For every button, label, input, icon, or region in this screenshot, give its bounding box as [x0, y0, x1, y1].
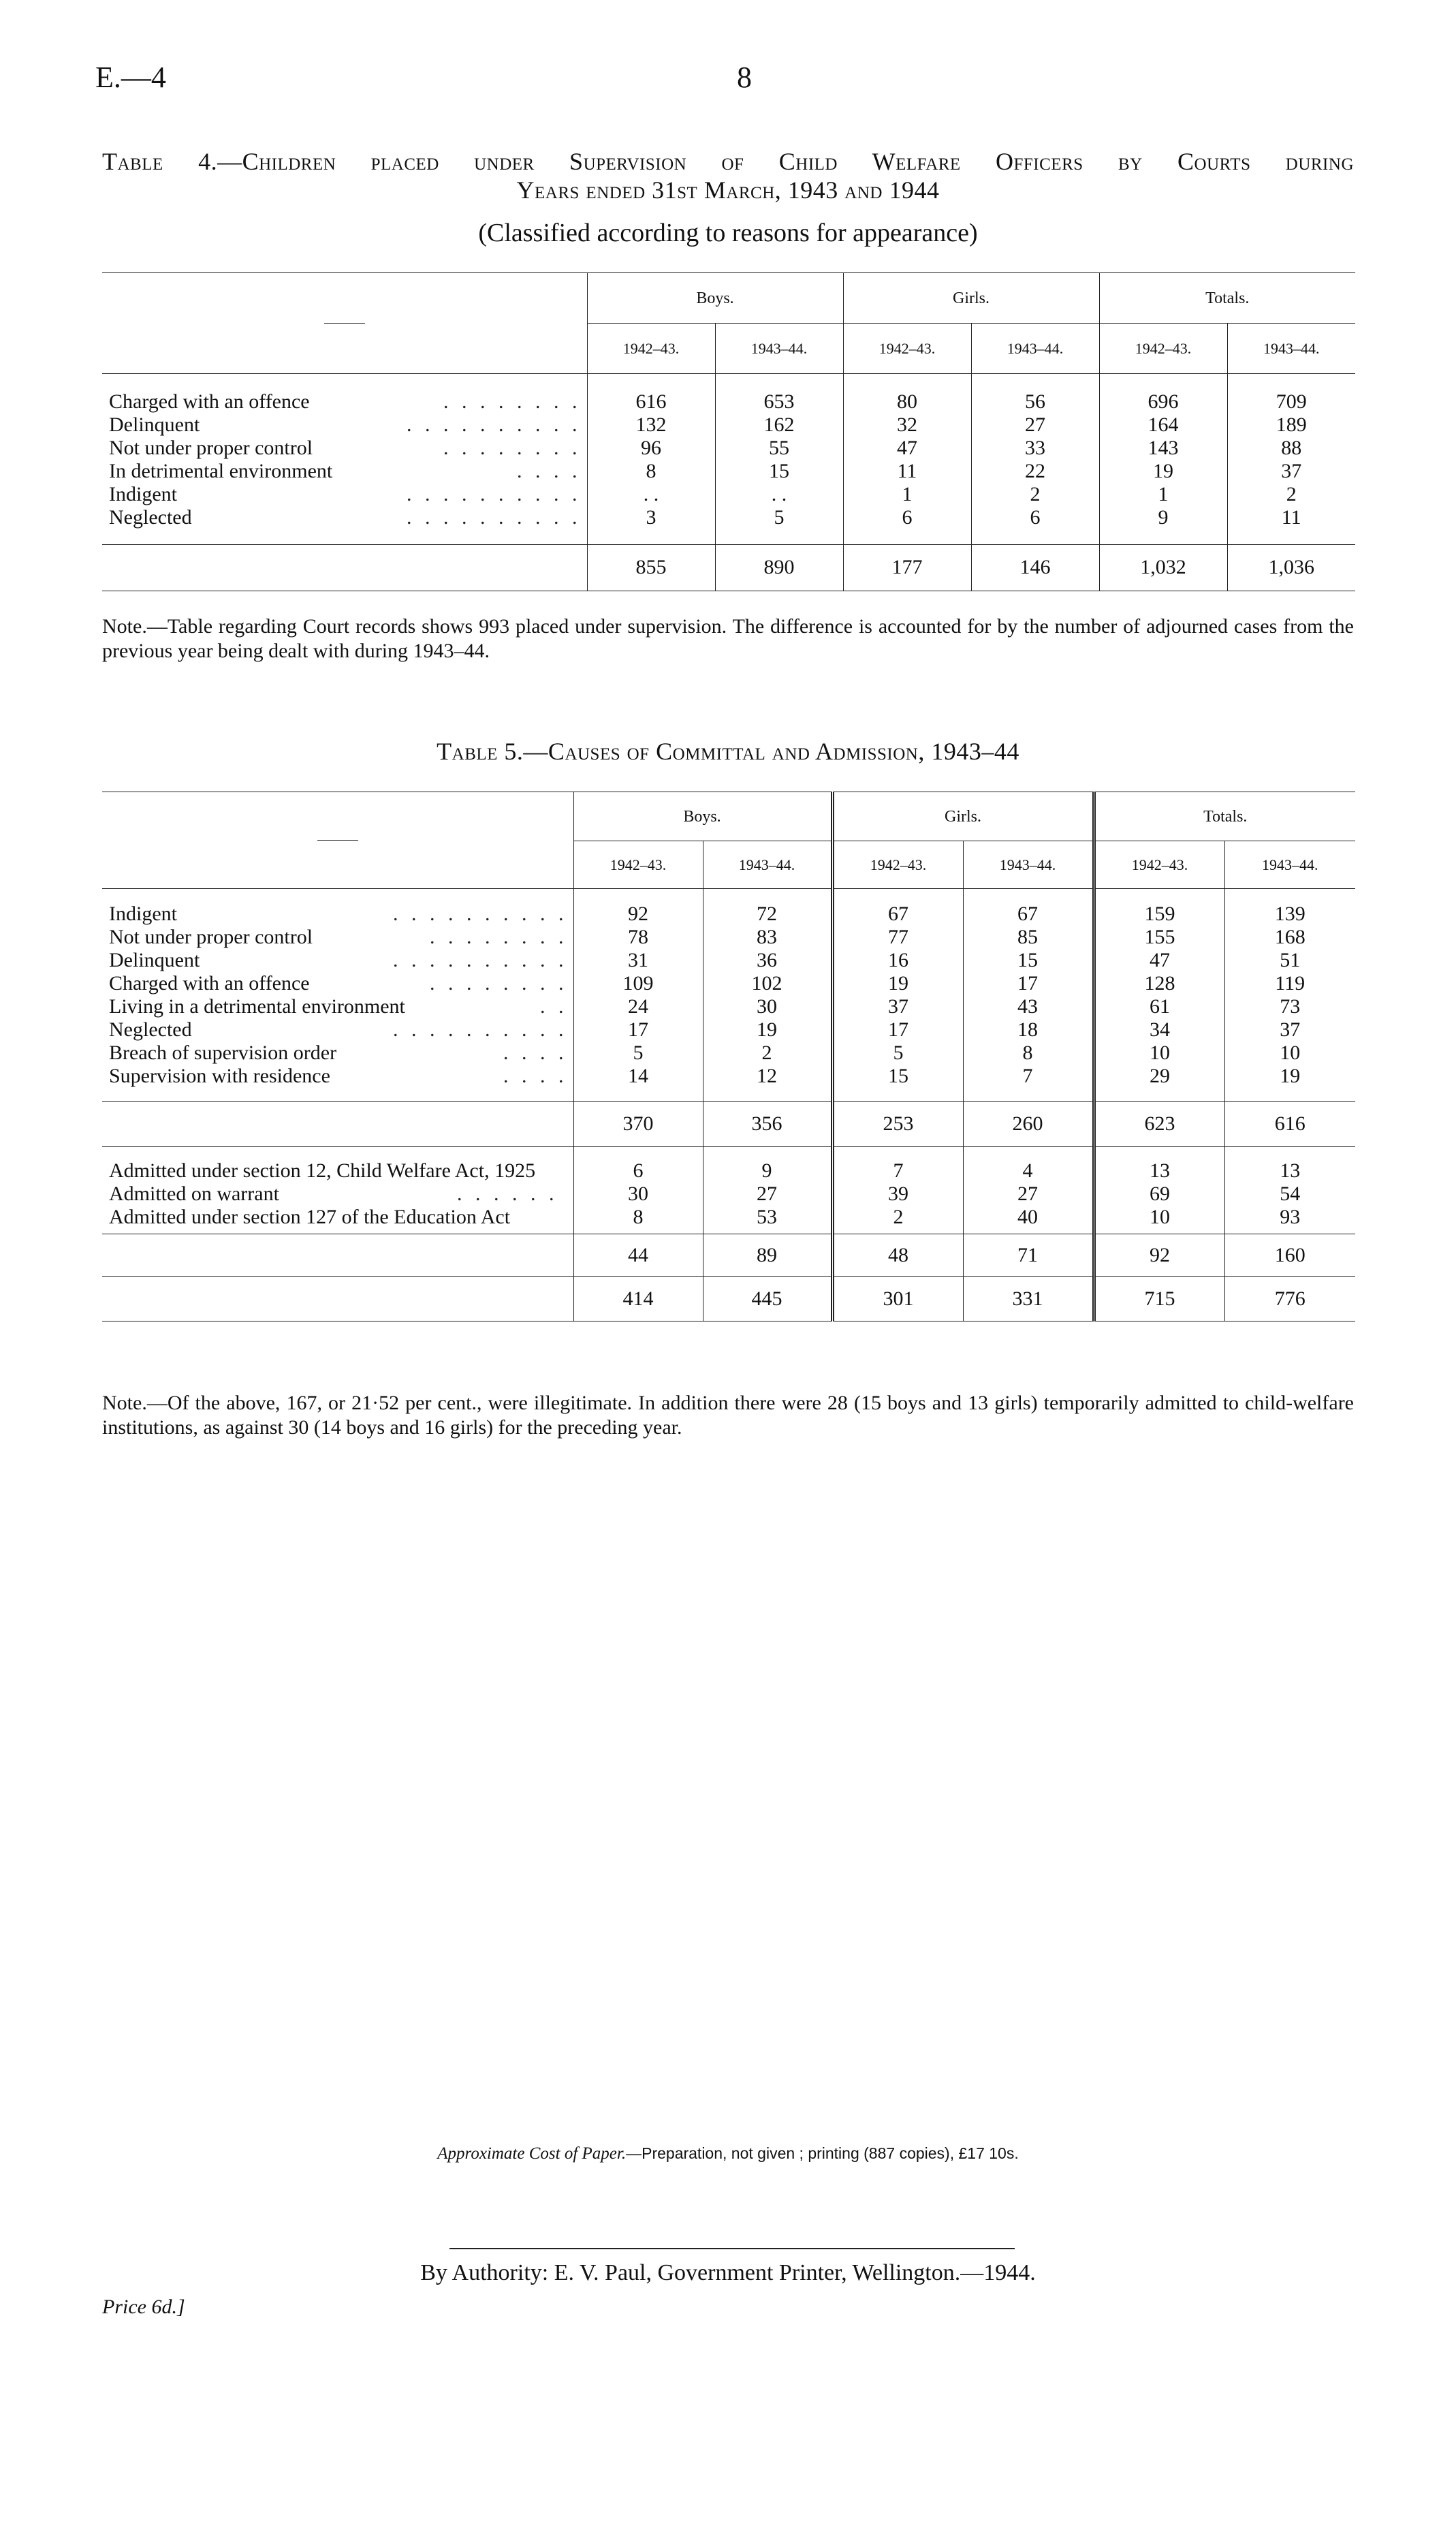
table4-row-label	[102, 460, 587, 483]
table5-year: 1943–44.	[963, 841, 1094, 889]
dot-leader: . . . .	[517, 460, 582, 482]
table4-year: 1942–43.	[843, 324, 971, 374]
table5-row	[102, 1018, 1355, 1042]
table5-row-cell: 61	[1094, 995, 1224, 1018]
table4-total-cell: 890	[715, 544, 843, 591]
table4-row-cell: 15	[715, 460, 843, 483]
table5-admission-row-cell: 6	[573, 1146, 703, 1183]
row-label-text: Admitted under section 127 of the Education Act	[109, 1205, 511, 1228]
table4-subtitle: (Classified according to reasons for appearance)	[478, 219, 978, 247]
table5-year: 1942–43.	[1094, 841, 1224, 889]
report-code: E.—4	[95, 61, 166, 94]
table5-row-cell: 17	[832, 1018, 963, 1042]
table4-row-cell: . .	[587, 483, 715, 506]
table5-admission-row-cell: 39	[832, 1183, 963, 1206]
table4-total-cell: 1,032	[1099, 544, 1227, 591]
table4-row-cell: 189	[1227, 413, 1355, 437]
table4-row-label	[102, 374, 587, 414]
row-label-text: Breach of supervision order	[109, 1042, 337, 1064]
dot-leader: . . . . . . . . . .	[393, 1018, 568, 1041]
table5-row-cell: 73	[1224, 995, 1355, 1018]
table5-group-girls: Girls.	[832, 792, 1094, 841]
table5-admission-row-cell: 27	[703, 1183, 832, 1206]
table5-grand-total-stub	[102, 1277, 573, 1321]
table5-row	[102, 995, 1355, 1018]
table5-row-cell: 77	[832, 926, 963, 949]
row-label-text: Not under proper control	[109, 926, 313, 948]
table5-row-cell: 31	[573, 949, 703, 972]
table5-row	[102, 949, 1355, 972]
table5-caption: Table 5.—Causes of Committal and Admission, 1943–44	[437, 738, 1019, 765]
table5-row-cell: 72	[703, 889, 832, 926]
table4-caption-line1: Table 4.—Children placed under Supervision of Child Welfare Officers by Courts during	[102, 148, 1354, 175]
table4-row-cell: 11	[1227, 506, 1355, 544]
table5-row-cell: 67	[963, 889, 1094, 926]
table4-note: Note.—Table regarding Court records shows 993 placed under supervision. The difference is accounted for by the number of adjourned cases from the previous year being dealt with during 1943–44.	[102, 615, 1354, 662]
table5-row-cell: 10	[1094, 1042, 1224, 1065]
row-label-text: Indigent	[109, 483, 177, 505]
row-label-text: Admitted under section 12, Child Welfare Act, 1925	[109, 1159, 536, 1182]
table5-admission-row-cell: 53	[703, 1206, 832, 1234]
table4-row-cell: 37	[1227, 460, 1355, 483]
table5-subtotal1-stub	[102, 1101, 573, 1146]
table4-row	[102, 437, 1355, 460]
table4-row-cell: 162	[715, 413, 843, 437]
table5-row-label	[102, 926, 573, 949]
dot-leader: . .	[540, 995, 568, 1018]
table5-row-cell: 18	[963, 1018, 1094, 1042]
table4-row-cell: 22	[971, 460, 1099, 483]
printer-authority: By Authority: E. V. Paul, Government Printer, Wellington.—1944.	[420, 2260, 1036, 2285]
dot-leader: . . . . . . . . . .	[407, 506, 582, 529]
table4-total-stub	[102, 544, 587, 591]
table5-row-cell: 5	[832, 1042, 963, 1065]
table5-admission-row-cell: 13	[1224, 1146, 1355, 1183]
table4-row-cell: 3	[587, 506, 715, 544]
table4-row-cell: 709	[1227, 374, 1355, 414]
table5-row-label	[102, 949, 573, 972]
table4-group-boys: Boys.	[587, 273, 843, 324]
table5-grand-total-cell: 445	[703, 1277, 832, 1321]
table4-row-cell: 132	[587, 413, 715, 437]
table5-admission-row-label	[102, 1206, 573, 1234]
table5-admission-row-cell: 40	[963, 1206, 1094, 1234]
table4-row-label	[102, 506, 587, 544]
table4-row-cell: 164	[1099, 413, 1227, 437]
dot-leader: . . . . . .	[457, 1182, 558, 1205]
table4-row-cell: 32	[843, 413, 971, 437]
table5-subtotal1-cell: 370	[573, 1101, 703, 1146]
table4-year: 1943–44.	[1227, 324, 1355, 374]
table4-row-cell: 96	[587, 437, 715, 460]
table5-row-cell: 102	[703, 972, 832, 995]
table5-row-cell: 29	[1094, 1065, 1224, 1101]
table5-year: 1942–43.	[573, 841, 703, 889]
table5-grand-total-cell: 414	[573, 1277, 703, 1321]
table5-subtotal2-cell: 89	[703, 1234, 832, 1277]
table5-note: Note.—Of the above, 167, or 21·52 per cent., were illegitimate. In addition there were 28 (15 boys and 13 girls) temporarily admitted to child-welfare institutions, as against 30 (14 boys and 16 girls) for the preceding year.	[102, 1392, 1354, 1439]
table4-row-label	[102, 413, 587, 437]
table4-row-label	[102, 483, 587, 506]
table4-row-cell: 55	[715, 437, 843, 460]
table5-row-cell: 19	[832, 972, 963, 995]
table5-subtotal2-stub	[102, 1234, 573, 1277]
table5-subtotal1-cell: 260	[963, 1101, 1094, 1146]
dot-leader: . . . . . . . . . .	[407, 413, 582, 436]
table4-stub-header	[102, 273, 587, 374]
table5-row-cell: 139	[1224, 889, 1355, 926]
table5-row	[102, 1065, 1355, 1101]
row-label-text: Indigent	[109, 903, 177, 925]
row-label-text: In detrimental environment	[109, 460, 333, 482]
table5-row-cell: 17	[573, 1018, 703, 1042]
table5-row-cell: 7	[963, 1065, 1094, 1101]
table5-row-cell: 30	[703, 995, 832, 1018]
table5-subtotal1-cell: 623	[1094, 1101, 1224, 1146]
table5-stub-header	[102, 792, 573, 889]
table4-year: 1943–44.	[971, 324, 1099, 374]
table4-group-girls: Girls.	[843, 273, 1099, 324]
table4-group-totals: Totals.	[1099, 273, 1355, 324]
table4-row	[102, 374, 1355, 414]
table5-admission-row-cell: 13	[1094, 1146, 1224, 1183]
table5-admission-row-cell: 27	[963, 1183, 1094, 1206]
table5-admission-row-cell: 10	[1094, 1206, 1224, 1234]
cost-of-paper	[0, 2144, 1456, 2163]
table4-row-cell: 6	[971, 506, 1099, 544]
table5-admission-row-cell: 4	[963, 1146, 1094, 1183]
page-number: 8	[737, 61, 752, 94]
dot-leader: . . . . . . . .	[430, 972, 568, 995]
table4-row-cell: 2	[1227, 483, 1355, 506]
cost-text: —Preparation, not given ; printing (887 copies), £17 10s.	[626, 2144, 1019, 2162]
row-label-text: Charged with an offence	[109, 390, 310, 413]
table4	[102, 272, 1355, 591]
table5-admission-row-cell: 2	[832, 1206, 963, 1234]
table4-row	[102, 413, 1355, 437]
table5-row-label	[102, 972, 573, 995]
table4-row	[102, 483, 1355, 506]
table4-row-cell: 56	[971, 374, 1099, 414]
table5-row-label	[102, 1042, 573, 1065]
table5-subtotal2-cell: 71	[963, 1234, 1094, 1277]
table4-total-cell: 1,036	[1227, 544, 1355, 591]
dot-leader: . . . . . . . . . .	[407, 483, 582, 505]
table4-row-cell: 696	[1099, 374, 1227, 414]
table4-year: 1942–43.	[587, 324, 715, 374]
table4-total-cell: 855	[587, 544, 715, 591]
table5-row-cell: 16	[832, 949, 963, 972]
table4-row	[102, 506, 1355, 544]
table5-row-cell: 159	[1094, 889, 1224, 926]
table5-row-label	[102, 1065, 573, 1101]
table4-row-cell: 80	[843, 374, 971, 414]
table4-row-cell: 143	[1099, 437, 1227, 460]
table4-total-cell: 177	[843, 544, 971, 591]
table5-grand-total-cell: 776	[1224, 1277, 1355, 1321]
table5-row-cell: 34	[1094, 1018, 1224, 1042]
table5-row-label	[102, 995, 573, 1018]
table5-year: 1943–44.	[703, 841, 832, 889]
table5-grand-total-cell: 715	[1094, 1277, 1224, 1321]
table5-admission-row	[102, 1206, 1355, 1234]
table5-row-cell: 155	[1094, 926, 1224, 949]
row-label-text: Delinquent	[109, 949, 200, 971]
table5-row-cell: 37	[1224, 1018, 1355, 1042]
table5-subtotal1-cell: 253	[832, 1101, 963, 1146]
table5-row-label	[102, 1018, 573, 1042]
table5-row-cell: 78	[573, 926, 703, 949]
table5-subtotal1-cell: 356	[703, 1101, 832, 1146]
table5-year: 1943–44.	[1224, 841, 1355, 889]
table5-row-cell: 12	[703, 1065, 832, 1101]
table5-row-cell: 92	[573, 889, 703, 926]
table5-row-cell: 15	[963, 949, 1094, 972]
cost-label: Approximate Cost of Paper.	[437, 2144, 627, 2163]
table5-year: 1942–43.	[832, 841, 963, 889]
table5-admission-row-cell: 7	[832, 1146, 963, 1183]
table5-admission-row-cell: 54	[1224, 1183, 1355, 1206]
table5-row-cell: 109	[573, 972, 703, 995]
table4-row-label	[102, 437, 587, 460]
dot-leader: . . . . . . . . . .	[393, 903, 568, 925]
table5-subtotal2-cell: 48	[832, 1234, 963, 1277]
table5-admission-row-cell: 69	[1094, 1183, 1224, 1206]
row-label-text: Charged with an offence	[109, 972, 310, 995]
table4-row-cell: . .	[715, 483, 843, 506]
table4-total-cell: 146	[971, 544, 1099, 591]
table5-row-cell: 17	[963, 972, 1094, 995]
table4-caption-line2: Years ended 31st March, 1943 and 1944	[516, 176, 940, 204]
table5-group-boys: Boys.	[573, 792, 832, 841]
table5-subtotal1-cell: 616	[1224, 1101, 1355, 1146]
table5-row-cell: 24	[573, 995, 703, 1018]
table5-row	[102, 1042, 1355, 1065]
table5-subtotal2-cell: 160	[1224, 1234, 1355, 1277]
table4-row-cell: 6	[843, 506, 971, 544]
table5-row-cell: 168	[1224, 926, 1355, 949]
table5-row-cell: 85	[963, 926, 1094, 949]
table4-row-cell: 616	[587, 374, 715, 414]
row-label-text: Neglected	[109, 1018, 192, 1041]
table5-row-cell: 19	[1224, 1065, 1355, 1101]
table5-admission-row-label	[102, 1146, 573, 1183]
table5-subtotal2-cell: 92	[1094, 1234, 1224, 1277]
table5-admission-row-cell: 8	[573, 1206, 703, 1234]
table5-row-cell: 8	[963, 1042, 1094, 1065]
table5-admission-row	[102, 1183, 1355, 1206]
row-label-text: Not under proper control	[109, 437, 313, 459]
dot-leader: . . . . . . . . . .	[393, 949, 568, 971]
table5-row-cell: 10	[1224, 1042, 1355, 1065]
table5-row	[102, 889, 1355, 926]
table4-row-cell: 5	[715, 506, 843, 544]
table5-admission-row-label	[102, 1183, 573, 1206]
table5-row-cell: 36	[703, 949, 832, 972]
table5-row	[102, 926, 1355, 949]
row-label-text: Living in a detrimental environment	[109, 995, 405, 1018]
table4-row-cell: 33	[971, 437, 1099, 460]
table5-admission-row	[102, 1146, 1355, 1183]
row-label-text: Admitted on warrant	[109, 1182, 279, 1205]
table5-row-cell: 14	[573, 1065, 703, 1101]
table4-row-cell: 27	[971, 413, 1099, 437]
price: Price 6d.]	[102, 2296, 185, 2318]
table4-row-cell: 1	[1099, 483, 1227, 506]
table4-year: 1943–44.	[715, 324, 843, 374]
table5-admission-row-cell: 9	[703, 1146, 832, 1183]
table4-row-cell: 19	[1099, 460, 1227, 483]
table5-subtotal2-cell: 44	[573, 1234, 703, 1277]
table4-row-cell: 1	[843, 483, 971, 506]
row-label-text: Supervision with residence	[109, 1065, 330, 1087]
row-label-text: Delinquent	[109, 413, 200, 436]
table5-row-cell: 47	[1094, 949, 1224, 972]
table5-row-cell: 2	[703, 1042, 832, 1065]
table5-row-cell: 37	[832, 995, 963, 1018]
table5-admission-row-cell: 30	[573, 1183, 703, 1206]
table5-row-cell: 83	[703, 926, 832, 949]
table4-row-cell: 2	[971, 483, 1099, 506]
table5-row	[102, 972, 1355, 995]
table5-group-totals: Totals.	[1094, 792, 1355, 841]
table5-row-cell: 19	[703, 1018, 832, 1042]
dot-leader: . . . .	[503, 1065, 568, 1087]
table4-year: 1942–43.	[1099, 324, 1227, 374]
table5-admission-row-cell: 93	[1224, 1206, 1355, 1234]
table5-row-cell: 5	[573, 1042, 703, 1065]
dot-leader: . . . .	[503, 1042, 568, 1064]
table4-row-cell: 11	[843, 460, 971, 483]
table5-row-cell: 128	[1094, 972, 1224, 995]
dot-leader: . . . . . . . .	[443, 390, 582, 413]
row-label-text: Neglected	[109, 506, 192, 529]
table4-row-cell: 8	[587, 460, 715, 483]
table4-row-cell: 47	[843, 437, 971, 460]
table4-row-cell: 9	[1099, 506, 1227, 544]
table5-row-cell: 43	[963, 995, 1094, 1018]
table5-grand-total-cell: 301	[832, 1277, 963, 1321]
table4-row-cell: 88	[1227, 437, 1355, 460]
table5-row-cell: 67	[832, 889, 963, 926]
authority-rule	[449, 2248, 1015, 2249]
table5-row-label	[102, 889, 573, 926]
table5-row-cell: 51	[1224, 949, 1355, 972]
table5-row-cell: 15	[832, 1065, 963, 1101]
table4-row-cell: 653	[715, 374, 843, 414]
table5	[102, 792, 1355, 1321]
dot-leader: . . . . . . . .	[430, 926, 568, 948]
table4-row	[102, 460, 1355, 483]
table5-grand-total-cell: 331	[963, 1277, 1094, 1321]
dot-leader: . . . . . . . .	[443, 437, 582, 459]
table5-row-cell: 119	[1224, 972, 1355, 995]
